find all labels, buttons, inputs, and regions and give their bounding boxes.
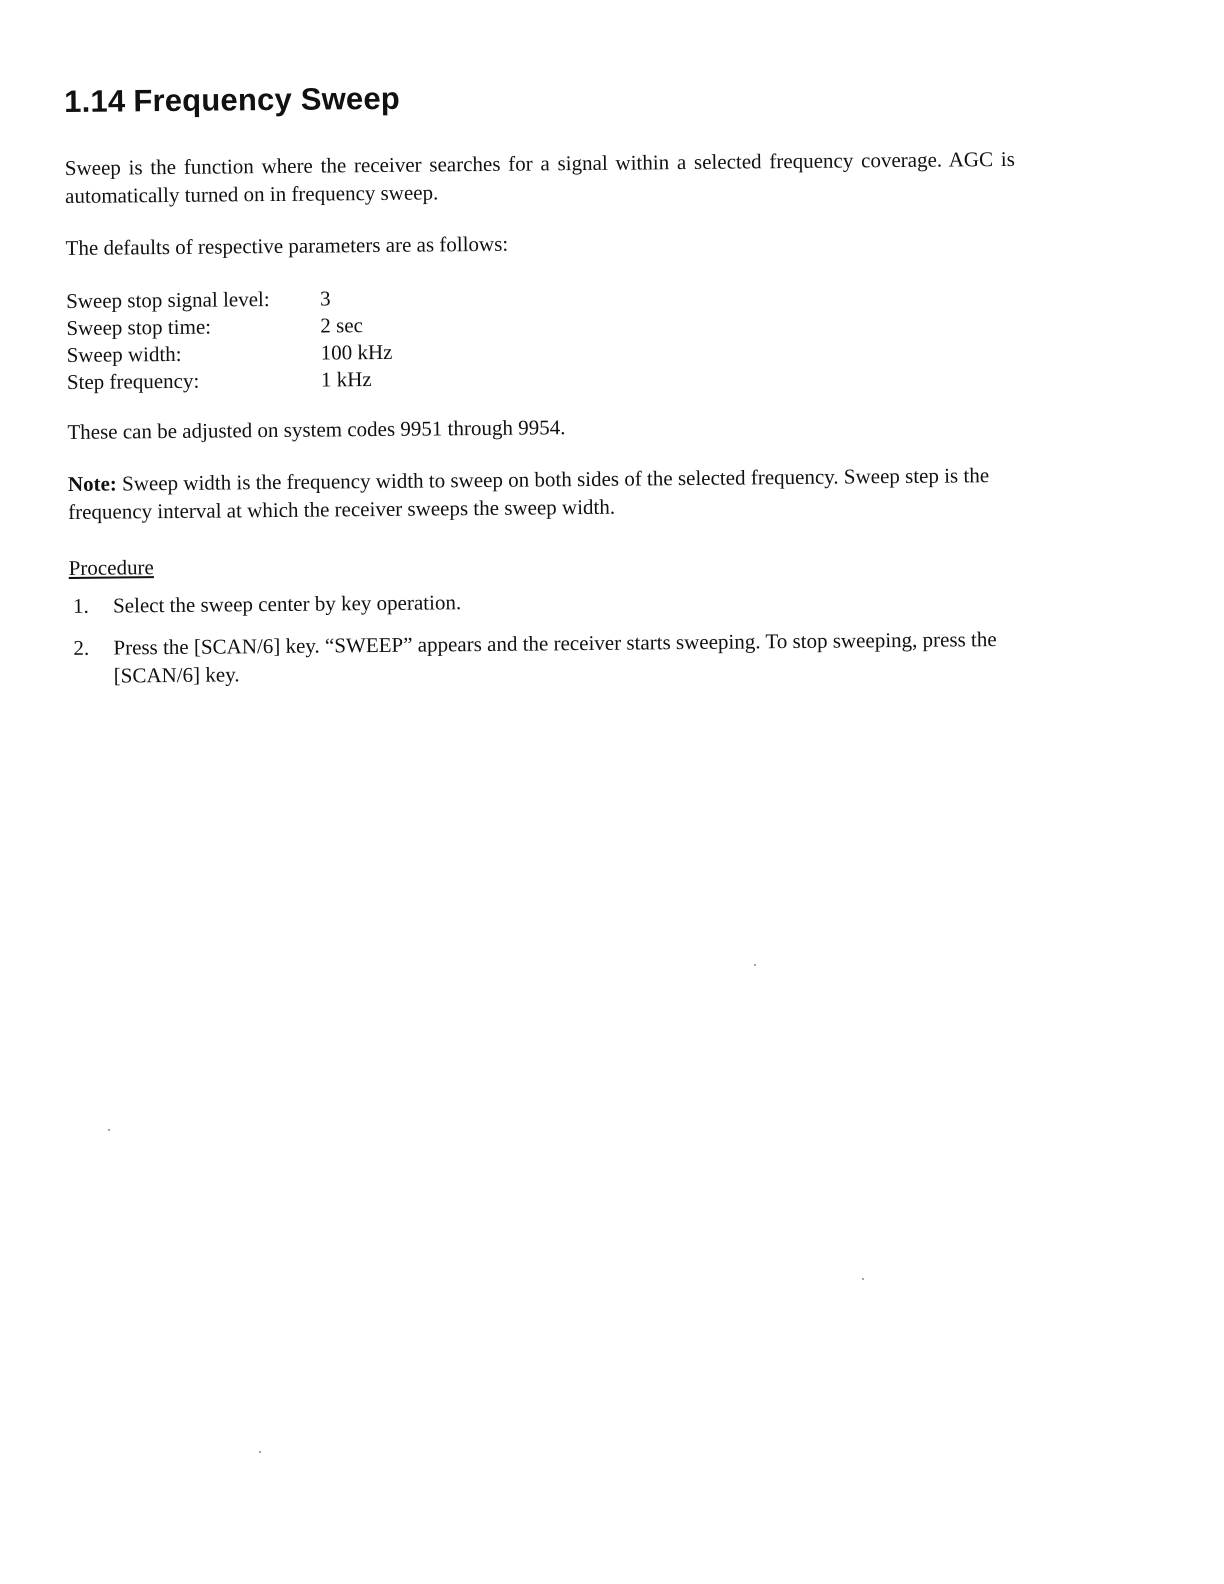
- step-number: 1.: [72, 593, 89, 618]
- procedure-steps: [69, 583, 1020, 690]
- scan-speck: [754, 964, 756, 966]
- page-content: [64, 71, 1020, 704]
- step-text: Press the [SCAN/6] key. “SWEEP” appears and the receiver starts sweeping. To stop sweeping, press the [SCAN/6] key.: [113, 627, 997, 688]
- parameter-label: Sweep stop time:: [66, 314, 212, 340]
- scan-speck: [108, 1129, 110, 1131]
- scan-speck: [862, 1278, 864, 1280]
- scan-speck: [259, 1451, 261, 1453]
- section-heading: [64, 71, 1014, 124]
- parameter-label: Step frequency:: [66, 368, 200, 394]
- intro-paragraph: Sweep is the function where the receiver searches for a signal within a selected frequency coverage. AGC is automatically turned on in frequency sweep.: [64, 146, 1015, 208]
- procedure-step: [69, 625, 1019, 690]
- parameter-value: 1 kHz: [320, 367, 372, 392]
- procedure-title: Procedure: [68, 555, 154, 580]
- adjust-paragraph: These can be adjusted on system codes 9951 through 9954.: [67, 415, 566, 444]
- section-number: 1.14: [64, 83, 126, 119]
- parameter-label: Sweep stop signal level:: [66, 287, 270, 313]
- parameter-value: 3: [319, 286, 331, 311]
- note-label: Note:: [67, 471, 117, 496]
- section-title: Frequency Sweep: [133, 80, 401, 119]
- note-paragraph: [68, 461, 1018, 526]
- step-text: Select the sweep center by key operation.: [112, 590, 462, 618]
- parameter-label: Sweep width:: [66, 341, 182, 367]
- parameter-value: 100 kHz: [320, 339, 393, 365]
- parameter-list: [66, 279, 1017, 396]
- parameter-value: 2 sec: [320, 313, 364, 338]
- procedure-step: [69, 583, 1019, 620]
- note-text: Sweep width is the frequency width to sweep on both sides of the selected frequency. Sweep step is the frequency interval at which the receiver sweeps the sweep width.: [68, 463, 990, 524]
- step-number: 2.: [73, 635, 90, 660]
- defaults-intro: The defaults of respective parameters are as follows:: [65, 231, 509, 260]
